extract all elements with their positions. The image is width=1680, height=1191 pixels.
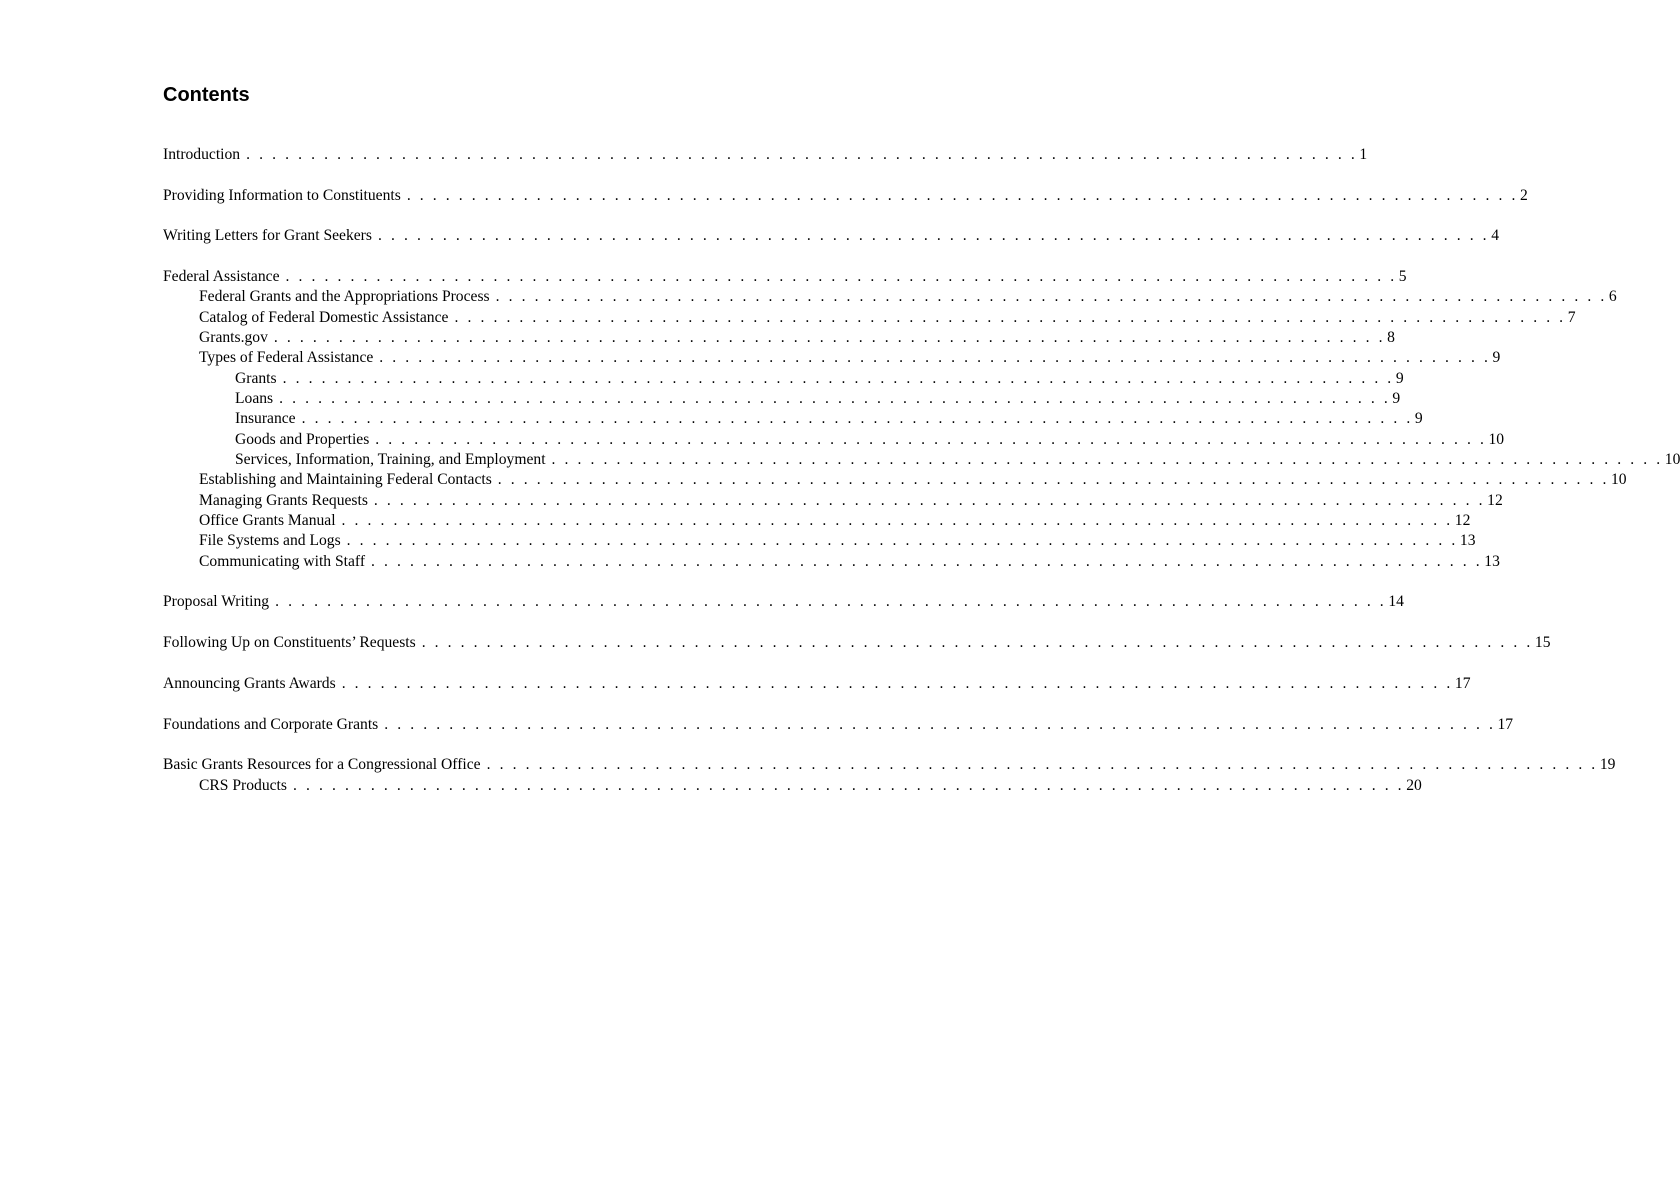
toc-page-number: 13: [1459, 532, 1476, 550]
toc-entry-establishing-federal-contacts[interactable]: [163, 470, 1627, 490]
toc-entry-basic-grants-resources[interactable]: [163, 755, 1616, 775]
toc-entry-label: Grants: [235, 369, 277, 387]
toc-page-number: 10: [1611, 471, 1627, 489]
toc-entry-label: Grants.gov: [199, 329, 268, 347]
toc-page-number: 8: [1387, 329, 1395, 347]
toc-entry-label: Foundations and Corporate Grants: [163, 715, 379, 733]
toc-page-number: 17: [1454, 674, 1471, 692]
dot-leader: . . . . . . . . . . . . . . . . . . . . . . . . . . . . . . . . . . . . . . . . . . . . . . . . . . . . . . . . . . . . . . . . . . . . . . . . . . . . . . . . . . . . . .: [371, 552, 1483, 570]
toc-entry-writing-letters[interactable]: [163, 226, 1499, 246]
toc-entry-label: Services, Information, Training, and Employment: [235, 451, 546, 469]
dot-leader: . . . . . . . . . . . . . . . . . . . . . . . . . . . . . . . . . . . . . . . . . . . . . . . . . . . . . . . . . . . . . . . . . . . . . . . . . . . . . . . . . . . . . .: [551, 451, 1663, 469]
toc-entry-insurance[interactable]: [163, 409, 1423, 429]
dot-leader: . . . . . . . . . . . . . . . . . . . . . . . . . . . . . . . . . . . . . . . . . . . . . . . . . . . . . . . . . . . . . . . . . . . . . . . . . . . . . . . . . . . . . .: [377, 227, 1490, 245]
dot-leader: . . . . . . . . . . . . . . . . . . . . . . . . . . . . . . . . . . . . . . . . . . . . . . . . . . . . . . . . . . . . . . . . . . . . . . . . . . . . . . . . . . . . . .: [282, 369, 1394, 387]
dot-leader: . . . . . . . . . . . . . . . . . . . . . . . . . . . . . . . . . . . . . . . . . . . . . . . . . . . . . . . . . . . . . . . . . . . . . . . . . . . . . . . . . . . . . .: [384, 715, 1496, 733]
toc-entry-label: CRS Products: [199, 776, 287, 794]
toc-entry-label: Managing Grants Requests: [199, 491, 368, 509]
table-of-contents: [163, 145, 1680, 816]
toc-entry-managing-grants-requests[interactable]: [163, 491, 1503, 511]
toc-entry-label: Basic Grants Resources for a Congressional Office: [163, 756, 481, 774]
toc-entry-label: Following Up on Constituents’ Requests: [163, 634, 416, 652]
toc-entry-file-systems-logs[interactable]: [163, 531, 1476, 551]
toc-entry-proposal-writing[interactable]: [163, 592, 1404, 612]
dot-leader: . . . . . . . . . . . . . . . . . . . . . . . . . . . . . . . . . . . . . . . . . . . . . . . . . . . . . . . . . . . . . . . . . . . . . . . . . . . . . . . . . . . . . .: [421, 634, 1533, 652]
dot-leader: . . . . . . . . . . . . . . . . . . . . . . . . . . . . . . . . . . . . . . . . . . . . . . . . . . . . . . . . . . . . . . . . . . . . . . . . . . . . . . . . . . . . . .: [375, 430, 1487, 448]
dot-leader: . . . . . . . . . . . . . . . . . . . . . . . . . . . . . . . . . . . . . . . . . . . . . . . . . . . . . . . . . . . . . . . . . . . . . . . . . . . . . . . . . . . . . .: [273, 329, 1386, 347]
toc-entry-label: Loans: [235, 390, 274, 408]
dot-leader: . . . . . . . . . . . . . . . . . . . . . . . . . . . . . . . . . . . . . . . . . . . . . . . . . . . . . . . . . . . . . . . . . . . . . . . . . . . . . . . . . . . . . .: [346, 532, 1458, 550]
toc-entry-providing-information[interactable]: [163, 186, 1528, 206]
toc-entry-foundations-corporate-grants[interactable]: [163, 715, 1514, 735]
toc-page-number: 12: [1487, 491, 1503, 509]
toc-entry-services-information-training[interactable]: [163, 450, 1680, 470]
toc-page-number: 5: [1398, 268, 1407, 286]
toc-page-number: 9: [1414, 410, 1423, 428]
toc-entry-types-federal-assistance[interactable]: [163, 348, 1501, 368]
dot-leader: . . . . . . . . . . . . . . . . . . . . . . . . . . . . . . . . . . . . . . . . . . . . . . . . . . . . . . . . . . . . . . . . . . . . . . . . . . . . . . . . . . . . . .: [486, 756, 1598, 774]
toc-entry-label: Announcing Grants Awards: [163, 674, 336, 692]
toc-page-number: 12: [1454, 512, 1471, 530]
toc-entry-office-grants-manual[interactable]: [163, 511, 1471, 531]
toc-entry-goods-properties[interactable]: [163, 430, 1505, 450]
toc-group: [163, 715, 1514, 735]
dot-leader: . . . . . . . . . . . . . . . . . . . . . . . . . . . . . . . . . . . . . . . . . . . . . . . . . . . . . . . . . . . . . . . . . . . . . . . . . . . . . . . . . . . . . .: [285, 268, 1397, 286]
dot-leader: . . . . . . . . . . . . . . . . . . . . . . . . . . . . . . . . . . . . . . . . . . . . . . . . . . . . . . . . . . . . . . . . . . . . . . . . . . . . . . . . . . . . . .: [341, 674, 1453, 692]
toc-entry-label: Communicating with Staff: [199, 552, 366, 570]
dot-leader: . . . . . . . . . . . . . . . . . . . . . . . . . . . . . . . . . . . . . . . . . . . . . . . . . . . . . . . . . . . . . . . . . . . . . . . . . . . . . . . . . . . . . .: [341, 512, 1453, 530]
toc-entry-label: Federal Grants and the Appropriations Process: [199, 288, 490, 306]
toc-page-number: 15: [1534, 634, 1551, 652]
toc-entry-label: Federal Assistance: [163, 268, 280, 286]
toc-entry-federal-grants-appropriations[interactable]: [163, 287, 1617, 307]
toc-page-number: 10: [1488, 430, 1505, 448]
toc-entry-label: Providing Information to Constituents: [163, 186, 401, 204]
toc-group: [163, 755, 1616, 796]
toc-page-number: 10: [1664, 451, 1680, 469]
toc-group: [163, 592, 1404, 612]
toc-entry-federal-assistance[interactable]: [163, 267, 1407, 287]
dot-leader: . . . . . . . . . . . . . . . . . . . . . . . . . . . . . . . . . . . . . . . . . . . . . . . . . . . . . . . . . . . . . . . . . . . . . . . . . . . . . . . . . . . . . .: [246, 146, 1358, 163]
toc-entry-label: Proposal Writing: [163, 593, 270, 611]
toc-entry-announcing-grants-awards[interactable]: [163, 674, 1471, 694]
toc-entry-label: File Systems and Logs: [199, 532, 341, 550]
dot-leader: . . . . . . . . . . . . . . . . . . . . . . . . . . . . . . . . . . . . . . . . . . . . . . . . . . . . . . . . . . . . . . . . . . . . . . . . . . . . . . . . . . . . . .: [279, 390, 1391, 408]
toc-entry-crs-products[interactable]: [163, 776, 1422, 796]
toc-page-number: 20: [1406, 776, 1422, 794]
toc-entry-grants-gov[interactable]: [163, 328, 1395, 348]
toc-entry-catalog-federal-domestic-assistance[interactable]: [163, 308, 1576, 328]
toc-page-number: 17: [1497, 715, 1514, 733]
toc-page-number: 2: [1520, 186, 1528, 204]
toc-entry-label: Office Grants Manual: [199, 512, 336, 530]
toc-entry-label: Establishing and Maintaining Federal Contacts: [199, 471, 492, 489]
dot-leader: . . . . . . . . . . . . . . . . . . . . . . . . . . . . . . . . . . . . . . . . . . . . . . . . . . . . . . . . . . . . . . . . . . . . . . . . . . . . . . . . . . . . . .: [379, 349, 1491, 367]
toc-group: [163, 267, 1680, 572]
toc-page-number: 1: [1359, 146, 1368, 163]
toc-page-number: 13: [1484, 552, 1500, 570]
toc-entry-communicating-with-staff[interactable]: [163, 552, 1500, 572]
dot-leader: . . . . . . . . . . . . . . . . . . . . . . . . . . . . . . . . . . . . . . . . . . . . . . . . . . . . . . . . . . . . . . . . . . . . . . . . . . . . . . . . . . . . . .: [292, 776, 1405, 794]
toc-group: [163, 145, 1368, 165]
toc-entry-label: Insurance: [235, 410, 296, 428]
toc-entry-loans[interactable]: [163, 389, 1401, 409]
dot-leader: . . . . . . . . . . . . . . . . . . . . . . . . . . . . . . . . . . . . . . . . . . . . . . . . . . . . . . . . . . . . . . . . . . . . . . . . . . . . . . . . . . . . . .: [495, 288, 1607, 306]
dot-leader: . . . . . . . . . . . . . . . . . . . . . . . . . . . . . . . . . . . . . . . . . . . . . . . . . . . . . . . . . . . . . . . . . . . . . . . . . . . . . . . . . . . . . .: [373, 491, 1486, 509]
toc-group: [163, 674, 1471, 694]
toc-entry-label: Catalog of Federal Domestic Assistance: [199, 308, 449, 326]
toc-page-number: 19: [1599, 756, 1616, 774]
toc-entry-introduction[interactable]: [163, 145, 1368, 165]
dot-leader: . . . . . . . . . . . . . . . . . . . . . . . . . . . . . . . . . . . . . . . . . . . . . . . . . . . . . . . . . . . . . . . . . . . . . . . . . . . . . . . . . . . . . .: [406, 186, 1519, 204]
toc-group: [163, 186, 1528, 206]
page-title: Contents: [163, 84, 250, 106]
toc-page-number: 6: [1608, 288, 1617, 306]
dot-leader: . . . . . . . . . . . . . . . . . . . . . . . . . . . . . . . . . . . . . . . . . . . . . . . . . . . . . . . . . . . . . . . . . . . . . . . . . . . . . . . . . . . . . .: [454, 308, 1566, 326]
toc-page-number: 9: [1392, 390, 1401, 408]
toc-group: [163, 226, 1499, 246]
toc-page-number: 4: [1491, 227, 1499, 245]
toc-entry-label: Introduction: [163, 146, 241, 163]
toc-entry-label: Types of Federal Assistance: [199, 349, 374, 367]
toc-page-number: 9: [1492, 349, 1501, 367]
dot-leader: . . . . . . . . . . . . . . . . . . . . . . . . . . . . . . . . . . . . . . . . . . . . . . . . . . . . . . . . . . . . . . . . . . . . . . . . . . . . . . . . . . . . . .: [275, 593, 1387, 611]
toc-entry-grants[interactable]: [163, 369, 1404, 389]
dot-leader: . . . . . . . . . . . . . . . . . . . . . . . . . . . . . . . . . . . . . . . . . . . . . . . . . . . . . . . . . . . . . . . . . . . . . . . . . . . . . . . . . . . . . .: [301, 410, 1413, 428]
toc-group: [163, 633, 1551, 653]
toc-page-number: 9: [1395, 369, 1404, 387]
dot-leader: . . . . . . . . . . . . . . . . . . . . . . . . . . . . . . . . . . . . . . . . . . . . . . . . . . . . . . . . . . . . . . . . . . . . . . . . . . . . . . . . . . . . . .: [497, 471, 1609, 489]
toc-entry-label: Writing Letters for Grant Seekers: [163, 227, 372, 245]
toc-page-number: 14: [1388, 593, 1404, 611]
toc-entry-following-up[interactable]: [163, 633, 1551, 653]
toc-entry-label: Goods and Properties: [235, 430, 370, 448]
toc-page-number: 7: [1567, 308, 1576, 326]
